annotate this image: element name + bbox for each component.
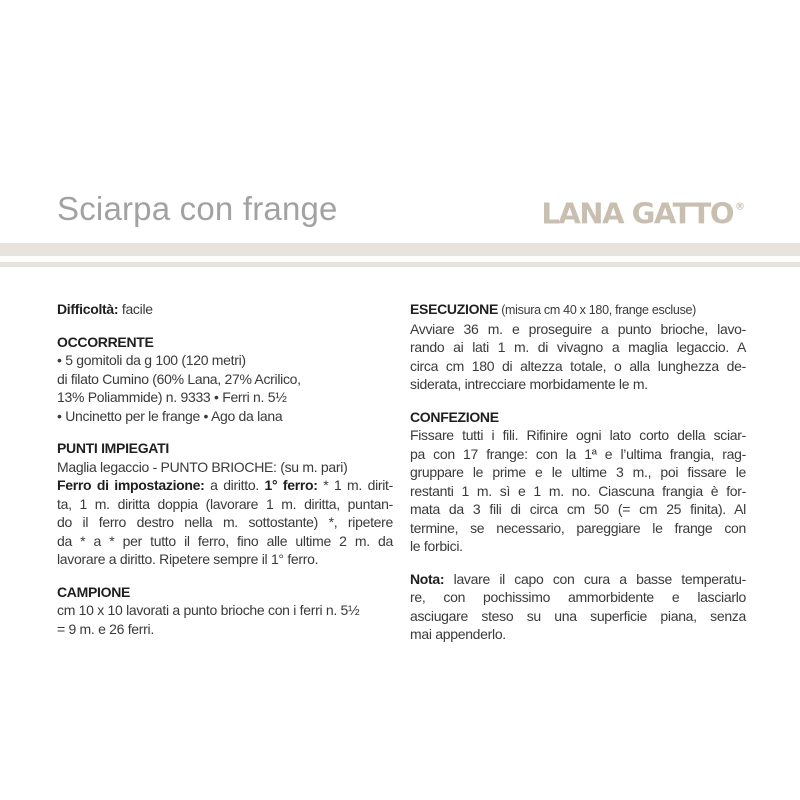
body-text: lavare il capo con cura a basse temperatu- — [444, 570, 746, 587]
right-column — [410, 300, 746, 644]
text-line — [410, 607, 746, 626]
body-text: mata da 3 fili di circa cm 50 (= cm 25 finita). Al — [410, 501, 746, 517]
bold-text: ESECUZIONE — [410, 301, 499, 317]
body-text: Avviare 36 m. e proseguire a punto brioche, lavo- — [410, 320, 746, 337]
section-heading — [410, 300, 746, 320]
text-line — [410, 426, 746, 445]
body-text: Maglia legaccio - PUNTO BRIOCHE: (su m. pari) — [57, 458, 348, 475]
text-line — [410, 375, 746, 394]
section-difficolta — [57, 300, 393, 319]
body-text: ta, 1 m. diritta doppia (lavorare 1 m. diritta, puntan- — [57, 495, 393, 512]
section-nota — [410, 570, 746, 644]
body-text: 13% Poliammide) n. 9333 • Ferri n. 5½ — [57, 389, 287, 405]
body-text: • 5 gomitoli da g 100 (120 metri) — [57, 352, 246, 368]
text-line — [57, 388, 393, 407]
body-text: lavorare a diritto. Ripetere sempre il 1° ferro. — [57, 551, 319, 567]
left-column — [57, 300, 393, 638]
body-text: le forbici. — [410, 538, 463, 554]
divider-bar-thick — [0, 243, 800, 256]
section-heading — [57, 333, 393, 352]
bold-text: CONFEZIONE — [410, 408, 499, 425]
text-line — [410, 500, 746, 519]
section-heading — [410, 408, 746, 427]
text-line — [410, 570, 746, 589]
bold-text: OCCORRENTE — [57, 333, 154, 350]
registered-mark-icon: ® — [735, 201, 745, 213]
text-line — [57, 620, 393, 639]
text-line — [57, 300, 393, 319]
text-line — [57, 532, 393, 551]
text-line — [57, 458, 393, 477]
bold-text: PUNTI IMPIEGATI — [57, 440, 169, 456]
text-line — [57, 407, 393, 426]
body-text: do il ferro destro nella m. sottostante) *, ripetere — [57, 514, 393, 530]
text-line — [57, 601, 393, 620]
section-punti-impiegati — [57, 439, 393, 569]
text-line — [410, 537, 746, 556]
section-esecuzione — [410, 300, 746, 394]
brand-text: LANA GATTO — [541, 196, 733, 231]
body-text: circa cm 180 di altezza totale, o alla lunghezza de- — [410, 357, 746, 374]
body-text: facile — [118, 301, 153, 317]
body-text: = 9 m. e 26 ferri. — [57, 620, 154, 637]
body-text: mai appenderlo. — [410, 626, 506, 642]
body-text: re, con pochissimo ammorbidente e lasciarlo — [410, 589, 746, 605]
bold-text: Ferro di impostazione: — [57, 477, 205, 493]
section-confezione — [410, 408, 746, 556]
bold-text: CAMPIONE — [57, 583, 131, 600]
text-line — [410, 445, 746, 464]
text-line — [57, 550, 393, 569]
text-line — [410, 519, 746, 538]
body-text: cm 10 x 10 lavorati a punto brioche con i ferri n. 5½ — [57, 602, 360, 618]
text-line — [410, 625, 746, 644]
body-text: Fissare tutti i fili. Rifinire ogni lato corto della sciar- — [410, 427, 746, 443]
lana-gatto-logo — [541, 192, 745, 229]
text-line — [57, 351, 393, 370]
text-line — [57, 513, 393, 532]
text-line — [57, 370, 393, 389]
body-text: da * a * per tutto il ferro, fino alle ultime 2 m. da — [57, 532, 393, 549]
text-line — [410, 588, 746, 607]
bold-text: Difficoltà: — [57, 301, 119, 317]
text-line — [410, 357, 746, 376]
divider-bar-thin — [0, 262, 800, 267]
section-occorrente — [57, 333, 393, 426]
page-title: Sciarpa con frange — [57, 190, 338, 227]
section-heading — [57, 583, 393, 602]
body-text: a diritto. — [204, 477, 265, 493]
body-text: gruppare le prime e le ultime 3 m., poi fissare le — [410, 464, 746, 480]
body-text: (misura cm 40 x 180, frange escluse) — [498, 303, 697, 317]
text-line — [57, 476, 393, 495]
text-line — [410, 338, 746, 357]
bold-text: Nota: — [410, 570, 445, 587]
body-text: rando ai lati 1 m. di vivagno a maglia legaccio. A — [410, 339, 746, 355]
text-line — [410, 482, 746, 501]
body-text: siderata, intrecciare morbidamente le m. — [410, 376, 648, 392]
body-text: asciugare steso su una superficie piana, senza — [410, 607, 746, 624]
section-heading — [57, 439, 393, 458]
text-line — [57, 495, 393, 514]
body-text: * 1 m. dirit- — [317, 477, 394, 493]
bold-text: 1° ferro: — [264, 477, 318, 493]
text-line — [410, 320, 746, 339]
body-text: termine, se necessario, pareggiare le frange con — [410, 519, 746, 536]
section-campione — [57, 583, 393, 639]
body-text: • Uncinetto per le frange • Ago da lana — [57, 407, 283, 424]
body-text: restanti 1 m. sì e 1 m. no. Ciascuna frangia è for- — [410, 482, 746, 499]
body-text: di filato Cumino (60% Lana, 27% Acrilico, — [57, 370, 301, 387]
text-line — [410, 463, 746, 482]
body-text: pa con 17 frange: con la 1ª e l’ultima frangia, rag- — [410, 445, 746, 462]
